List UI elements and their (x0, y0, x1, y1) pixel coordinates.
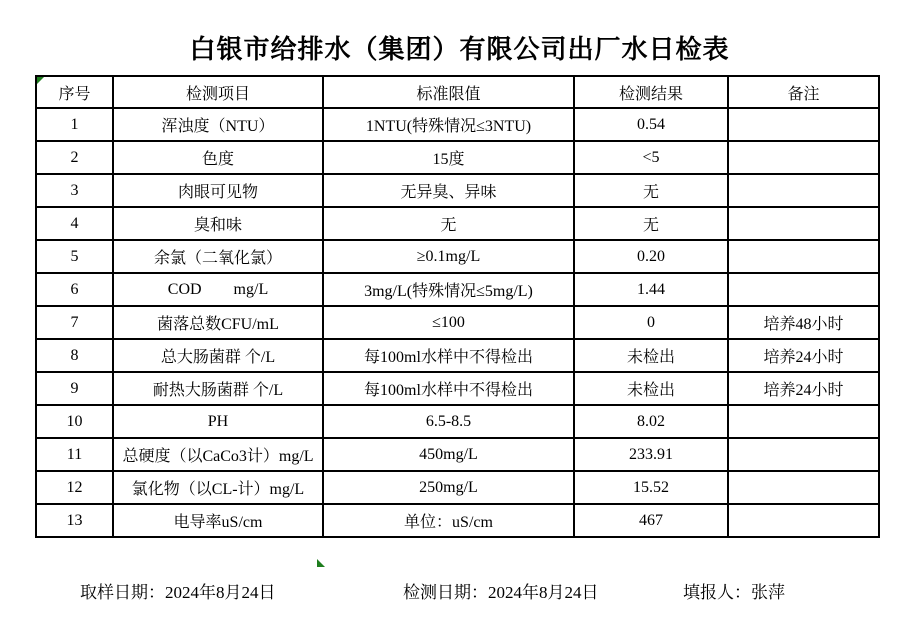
test-result: 无 (574, 174, 728, 207)
test-item: PH (113, 405, 323, 438)
test-result: 0.54 (574, 108, 728, 141)
standard-limit: 无 (323, 207, 574, 240)
header-standard-limit: 标准限值 (323, 76, 574, 108)
test-item: 臭和味 (113, 207, 323, 240)
header-serial-number: 序号 (36, 76, 113, 108)
standard-limit: 单位：uS/cm (323, 504, 574, 537)
remark (728, 240, 879, 273)
test-result: 无 (574, 207, 728, 240)
standard-limit: ≥0.1mg/L (323, 240, 574, 273)
row-number: 7 (36, 306, 113, 339)
standard-limit: 6.5-8.5 (323, 405, 574, 438)
row-number: 8 (36, 339, 113, 372)
table-row (36, 174, 879, 207)
row-number: 2 (36, 141, 113, 174)
row-number: 12 (36, 471, 113, 504)
header-row (36, 76, 879, 108)
test-result: 0.20 (574, 240, 728, 273)
row-number: 11 (36, 438, 113, 471)
remark (728, 141, 879, 174)
row-number: 6 (36, 273, 113, 306)
standard-limit: 1NTU(特殊情况≤3NTU) (323, 108, 574, 141)
remark (728, 174, 879, 207)
test-item: 耐热大肠菌群 个/L (113, 372, 323, 405)
table-row (36, 207, 879, 240)
remark (728, 108, 879, 141)
standard-limit: 3mg/L(特殊情况≤5mg/L) (323, 273, 574, 306)
test-result: 8.02 (574, 405, 728, 438)
header-test-item: 检测项目 (113, 76, 323, 108)
remark (728, 207, 879, 240)
test-result: 未检出 (574, 339, 728, 372)
remark (728, 471, 879, 504)
header-test-result: 检测结果 (574, 76, 728, 108)
test-item: 色度 (113, 141, 323, 174)
standard-limit: 每100ml水样中不得检出 (323, 372, 574, 405)
test-date: 检测日期：2024年8月24日 (403, 583, 599, 602)
table-row (36, 108, 879, 141)
test-result: 未检出 (574, 372, 728, 405)
sampling-date: 取样日期：2024年8月24日 (80, 583, 276, 602)
test-result: 0 (574, 306, 728, 339)
table-row (36, 405, 879, 438)
table-row (36, 339, 879, 372)
test-result: 233.91 (574, 438, 728, 471)
test-result: 467 (574, 504, 728, 537)
test-result: 1.44 (574, 273, 728, 306)
reporter-name: 填报人：张萍 (683, 583, 785, 602)
standard-limit: 450mg/L (323, 438, 574, 471)
test-item: 余氯（二氧化氯） (113, 240, 323, 273)
remark (728, 405, 879, 438)
cell-flag-icon (317, 559, 325, 567)
test-item: 电导率uS/cm (113, 504, 323, 537)
standard-limit: 250mg/L (323, 471, 574, 504)
table-row (36, 306, 879, 339)
row-number: 5 (36, 240, 113, 273)
daily-inspection-table (35, 75, 880, 538)
table-row (36, 438, 879, 471)
standard-limit: 每100ml水样中不得检出 (323, 339, 574, 372)
page-title: 白银市给排水（集团）有限公司出厂水日检表 (189, 35, 730, 64)
row-number: 10 (36, 405, 113, 438)
table-row (36, 372, 879, 405)
table-row (36, 240, 879, 273)
test-item: 氯化物（以CL-计）mg/L (113, 471, 323, 504)
row-number: 1 (36, 108, 113, 141)
remark (728, 504, 879, 537)
table-row (36, 141, 879, 174)
test-result: <5 (574, 141, 728, 174)
row-number: 4 (36, 207, 113, 240)
remark: 培养48小时 (728, 306, 879, 339)
row-number: 13 (36, 504, 113, 537)
header-remark: 备注 (728, 76, 879, 108)
remark (728, 438, 879, 471)
test-item: 总大肠菌群 个/L (113, 339, 323, 372)
remark: 培养24小时 (728, 339, 879, 372)
test-item: 浑浊度（NTU） (113, 108, 323, 141)
test-item: COD mg/L (113, 273, 323, 306)
test-item: 总硬度（以CaCo3计）mg/L (113, 438, 323, 471)
table-row (36, 471, 879, 504)
table-row (36, 504, 879, 537)
remark: 培养24小时 (728, 372, 879, 405)
table-row (36, 273, 879, 306)
row-number: 9 (36, 372, 113, 405)
test-result: 15.52 (574, 471, 728, 504)
test-item: 菌落总数CFU/mL (113, 306, 323, 339)
row-number: 3 (36, 174, 113, 207)
test-item: 肉眼可见物 (113, 174, 323, 207)
standard-limit: 无异臭、异味 (323, 174, 574, 207)
standard-limit: 15度 (323, 141, 574, 174)
remark (728, 273, 879, 306)
standard-limit: ≤100 (323, 306, 574, 339)
